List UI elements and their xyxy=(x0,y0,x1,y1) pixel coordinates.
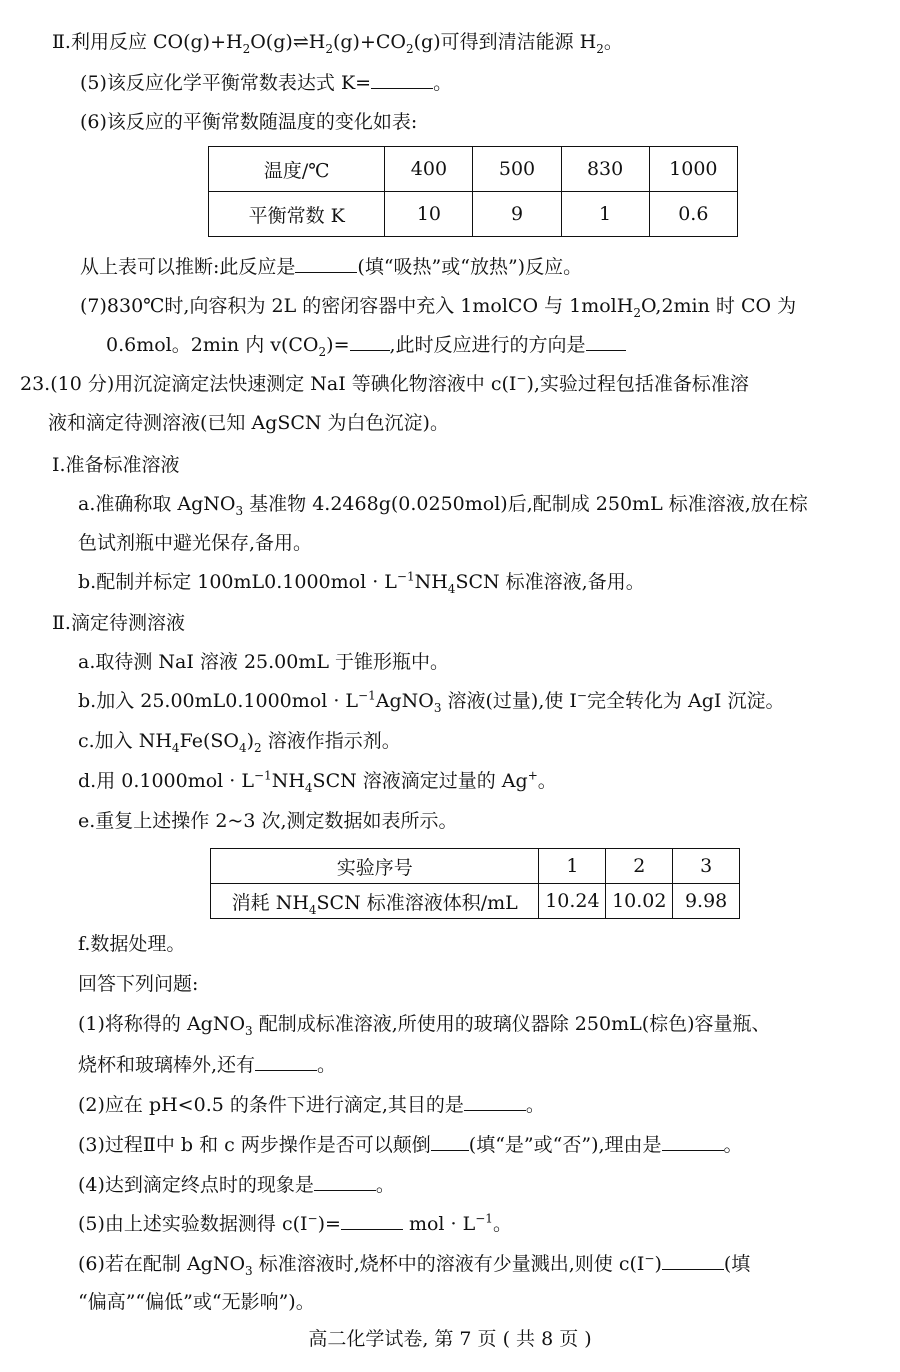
section-1-a-line1: a.准确称取 AgNO$_3$ 基准物 4.2468g(0.0250mol)后,配制成 250mL 标准溶液,放在棕 xyxy=(78,493,808,518)
table-header-cell: 实验序号 xyxy=(211,849,539,884)
answer-3: (3)过程Ⅱ中 b 和 c 两步操作是否可以颠倒 (填“是”或“否”),理由是 。 xyxy=(78,1134,743,1156)
answer-5: (5)由上述实验数据测得 c(I−)= mol · $L^{-1}$。 xyxy=(78,1211,512,1235)
section-2-d: d.用 $0.1000mol \cdot L^{-1}NH_4SCN$ 溶液滴定过量的 Ag+。 xyxy=(78,768,557,795)
answer-2: (2)应在 pH<0.5 的条件下进行滴定,其目的是 。 xyxy=(78,1094,545,1116)
page-footer: 高二化学试卷, 第 7 页 ( 共 8 页 ) xyxy=(308,1328,592,1350)
question-7-line1: (7)830℃时,向容积为 2L 的密闭容器中充入 1molCO 与 1molH$_2$O,2min 时 CO 为 xyxy=(80,295,797,320)
section-2-b: b.加入 $25.00mL0.1000mol \cdot L^{-1}AgNO_3$ 溶液(过量),使 I−完全转化为 AgI 沉淀。 xyxy=(78,688,785,715)
answer-blank[interactable] xyxy=(350,332,390,351)
question-6-inference: 从上表可以推断:此反应是 (填“吸热”或“放热”)反应。 xyxy=(80,256,583,278)
answer-blank[interactable] xyxy=(662,1251,724,1270)
answer-1-line1: (1)将称得的 AgNO$_3$ 配制成标准溶液,所使用的玻璃仪器除 250mL(棕色)容量瓶、 xyxy=(78,1013,771,1038)
answer-6-line1: (6)若在配制 AgNO$_3$ 标准溶液时,烧杯中的溶液有少量溅出,则使 c(I−) (填 xyxy=(78,1251,751,1278)
titration-data-table xyxy=(210,848,740,919)
table-cell: 9 xyxy=(473,192,561,237)
table-header-cell: 消耗 $NH_4SCN$ 标准溶液体积/mL xyxy=(211,884,539,919)
section-1-b: b.配制并标定 $100mL0.1000mol \cdot L^{-1}NH_4SCN$ 标准溶液,备用。 xyxy=(78,569,645,596)
equilibrium-arrow-icon: ⇌ xyxy=(292,31,309,53)
section-2-f: f.数据处理。 xyxy=(78,933,186,955)
table-row xyxy=(211,884,740,919)
table-cell: 0.6 xyxy=(649,192,737,237)
table-row xyxy=(211,849,740,884)
answer-blank[interactable] xyxy=(464,1092,526,1111)
table-row xyxy=(209,192,738,237)
answer-prompt: 回答下列问题: xyxy=(78,973,199,995)
question-23-line1: 23.(10 分)用沉淀滴定法快速测定 NaI 等碘化物溶液中 c(I−),实验过程包括准备标准溶 xyxy=(20,371,749,395)
answer-6-line2: “偏高”“偏低”或“无影响”)。 xyxy=(78,1291,315,1313)
table-cell: 830 xyxy=(561,147,649,192)
answer-blank[interactable] xyxy=(586,332,626,351)
answer-blank[interactable] xyxy=(662,1132,724,1151)
section-2-c: c.加入 $NH_4Fe(SO_4)_2$ 溶液作指示剂。 xyxy=(78,730,401,755)
section-1-a-line2: 色试剂瓶中避光保存,备用。 xyxy=(78,532,313,554)
table-header-cell: 温度/℃ xyxy=(209,147,385,192)
question-6: (6)该反应的平衡常数随温度的变化如表: xyxy=(80,111,418,133)
question-5: (5)该反应化学平衡常数表达式 K= 。 xyxy=(80,72,453,94)
section-2-title: Ⅱ.滴定待测溶液 xyxy=(52,612,185,634)
table-cell: 1 xyxy=(561,192,649,237)
table-row xyxy=(209,147,738,192)
table-cell: 400 xyxy=(385,147,473,192)
table-cell: 2 xyxy=(606,849,673,884)
answer-blank[interactable] xyxy=(314,1172,376,1191)
question-23-line2: 液和滴定待测溶液(已知 AgSCN 为白色沉淀)。 xyxy=(48,412,449,434)
section-2-a: a.取待测 NaI 溶液 25.00mL 于锥形瓶中。 xyxy=(78,651,450,673)
table-cell: 1 xyxy=(539,849,606,884)
answer-4: (4)达到滴定终点时的现象是 。 xyxy=(78,1174,395,1196)
equilibrium-constant-table xyxy=(208,146,738,237)
answer-blank[interactable] xyxy=(295,254,357,273)
answer-blank[interactable] xyxy=(431,1132,469,1151)
table-cell: 3 xyxy=(673,849,740,884)
answer-1-line2: 烧杯和玻璃棒外,还有 。 xyxy=(78,1054,337,1076)
question-7-line2: 0.6mol。2min 内 $v(CO_2)=$ ,此时反应进行的方向是 xyxy=(106,332,626,357)
table-cell: 10 xyxy=(385,192,473,237)
answer-blank[interactable] xyxy=(255,1052,317,1071)
part2-reaction-line: Ⅱ.利用反应 $CO(g)+H_2O(g)\rightleftharpoons H_2(g)+CO_2(g)$可得到清洁能源 $H_2$。 xyxy=(52,31,623,56)
answer-blank[interactable] xyxy=(341,1211,403,1230)
table-cell: 1000 xyxy=(649,147,737,192)
section-2-e: e.重复上述操作 2~3 次,测定数据如表所示。 xyxy=(78,810,458,832)
answer-blank[interactable] xyxy=(371,70,433,89)
table-header-cell: 平衡常数 K xyxy=(209,192,385,237)
table-cell: 10.24 xyxy=(539,884,606,919)
section-1-title: Ⅰ.准备标准溶液 xyxy=(52,454,180,476)
table-cell: 9.98 xyxy=(673,884,740,919)
table-cell: 10.02 xyxy=(606,884,673,919)
table-cell: 500 xyxy=(473,147,561,192)
